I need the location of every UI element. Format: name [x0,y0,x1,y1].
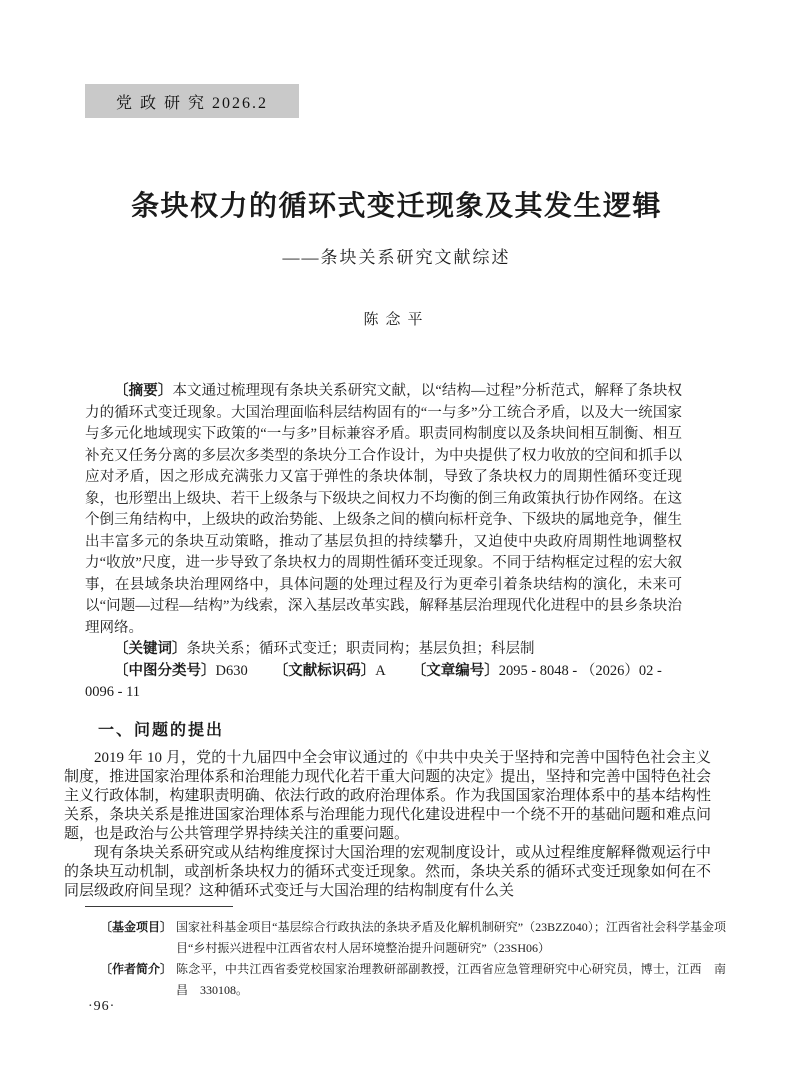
abstract-block [85,381,682,704]
footnote-fund-project [100,917,726,959]
article-subtitle: ——条块关系研究文献综述 [282,248,511,267]
footnotes [100,917,726,1001]
footnote-author-bio [100,959,726,1001]
keywords-line [85,639,682,661]
keywords-label: 〔关键词〕 [114,641,187,657]
doc-code-value: A [375,662,386,679]
page-number: ·96· [88,999,116,1014]
clc-value: D630 [215,662,248,679]
author-bio-text: 陈念平，中共江西省委党校国家治理教研部副教授，江西省应急管理研究中心研究员，博士，江西 南昌 330108。 [176,962,726,997]
abstract-text: 本文通过梳理现有条块关系研究文献，以“结构—过程”分析范式，解释了条块权力的循环式变迁现象。大国治理面临科层结构固有的“一与多”分工统合矛盾，以及大一统国家与多元化地域现实下政策的“一与多”目标兼容矛盾。职责同构制度以及条块间相互制衡、相互补充又任务分离的多层次多类型的条块分工合作设计，为中央提供了权力收放的空间和抓手以应对矛盾，因之形成充满张力又富于弹性的条块体制，导致了条块权力的周期性循环变迁现象，也形塑出上级块、若干上级条与下级块之间权力不均衡的倒三角政策执行协作网络。在这个倒三角结构中，上级块的政治势能、上级条之间的横向标杆竞争、下级块的属地竞争，催生出丰富多元的条块互动策略，推动了基层负担的持续攀升，又迫使中央政府周期性地调整权力“收放”尺度，进一步导致了条块权力的周期性循环变迁现象。不同于结构框定过程的宏大叙事，在县域条块治理网络中，具体问题的处理过程及行为更牵引着条块结构的演化，未来可以“问题—过程—结构”为线索，深入基层改革实践，解释基层治理现代化进程中的县乡条块治理网络。 [85,383,683,636]
body-paragraph-1: 2019 年 10 月，党的十九届四中全会审议通过的《中共中央关于坚持和完善中国特色社会主义制度，推进国家治理体系和治理能力现代化若干重大问题的决定》提出，坚持和完善中国特色社会主义行政体制，构建职责明确、依法行政的政府治理体系。作为我国国家治理体系中的基本结构性关系，条块关系是推进国家治理体系与治理能力现代化建设进程中一个绕不开的基础问题和难点问题，也是政治与公共管理学界持续关注的重要问题。 [64,750,711,842]
keywords-text: 条块关系；循环式变迁；职责同构；基层负担；科层制 [186,641,535,657]
clc-label: 〔中图分类号〕 [114,662,216,679]
journal-banner: 党 政 研 究 2026.2 [85,84,299,118]
author-bio-label: 〔作者简介〕 [100,962,173,976]
footnote-divider [85,906,233,907]
article-title: 条块权力的循环式变迁现象及其发生逻辑 [130,190,662,221]
body-paragraph-2: 现有条块关系研究或从结构维度探讨大国治理的宏观制度设计，或从过程维度解释微观运行中的条块互动机制，或剖析条块权力的循环式变迁现象。然而，条块关系的循环式变迁现象如何在不同层级政府间呈现？这种循环式变迁与大国治理的结构制度有什么关 [64,845,711,899]
abstract-paragraph [85,381,682,639]
section-heading-1: 一、问题的提出 [98,722,225,739]
article-id-value: 2095 - 8048 - （2026）02 - 0096 - 11 [85,662,662,700]
body-text [64,749,711,901]
fund-project-text: 国家社科基金项目“基层综合行政执法的条块矛盾及化解机制研究”（23BZZ040）；江西省社会科学基金项目“乡村振兴进程中江西省农村人居环境整治提升问题研究”（23SH06） [176,920,726,955]
doc-code-label: 〔文献标识码〕 [273,662,376,679]
article-id-label: 〔文章编号〕 [411,662,499,679]
classification-line [85,661,682,704]
fund-project-label: 〔基金项目〕 [100,920,173,934]
author-name: 陈念平 [363,312,430,328]
abstract-label: 〔摘要〕 [114,383,173,399]
